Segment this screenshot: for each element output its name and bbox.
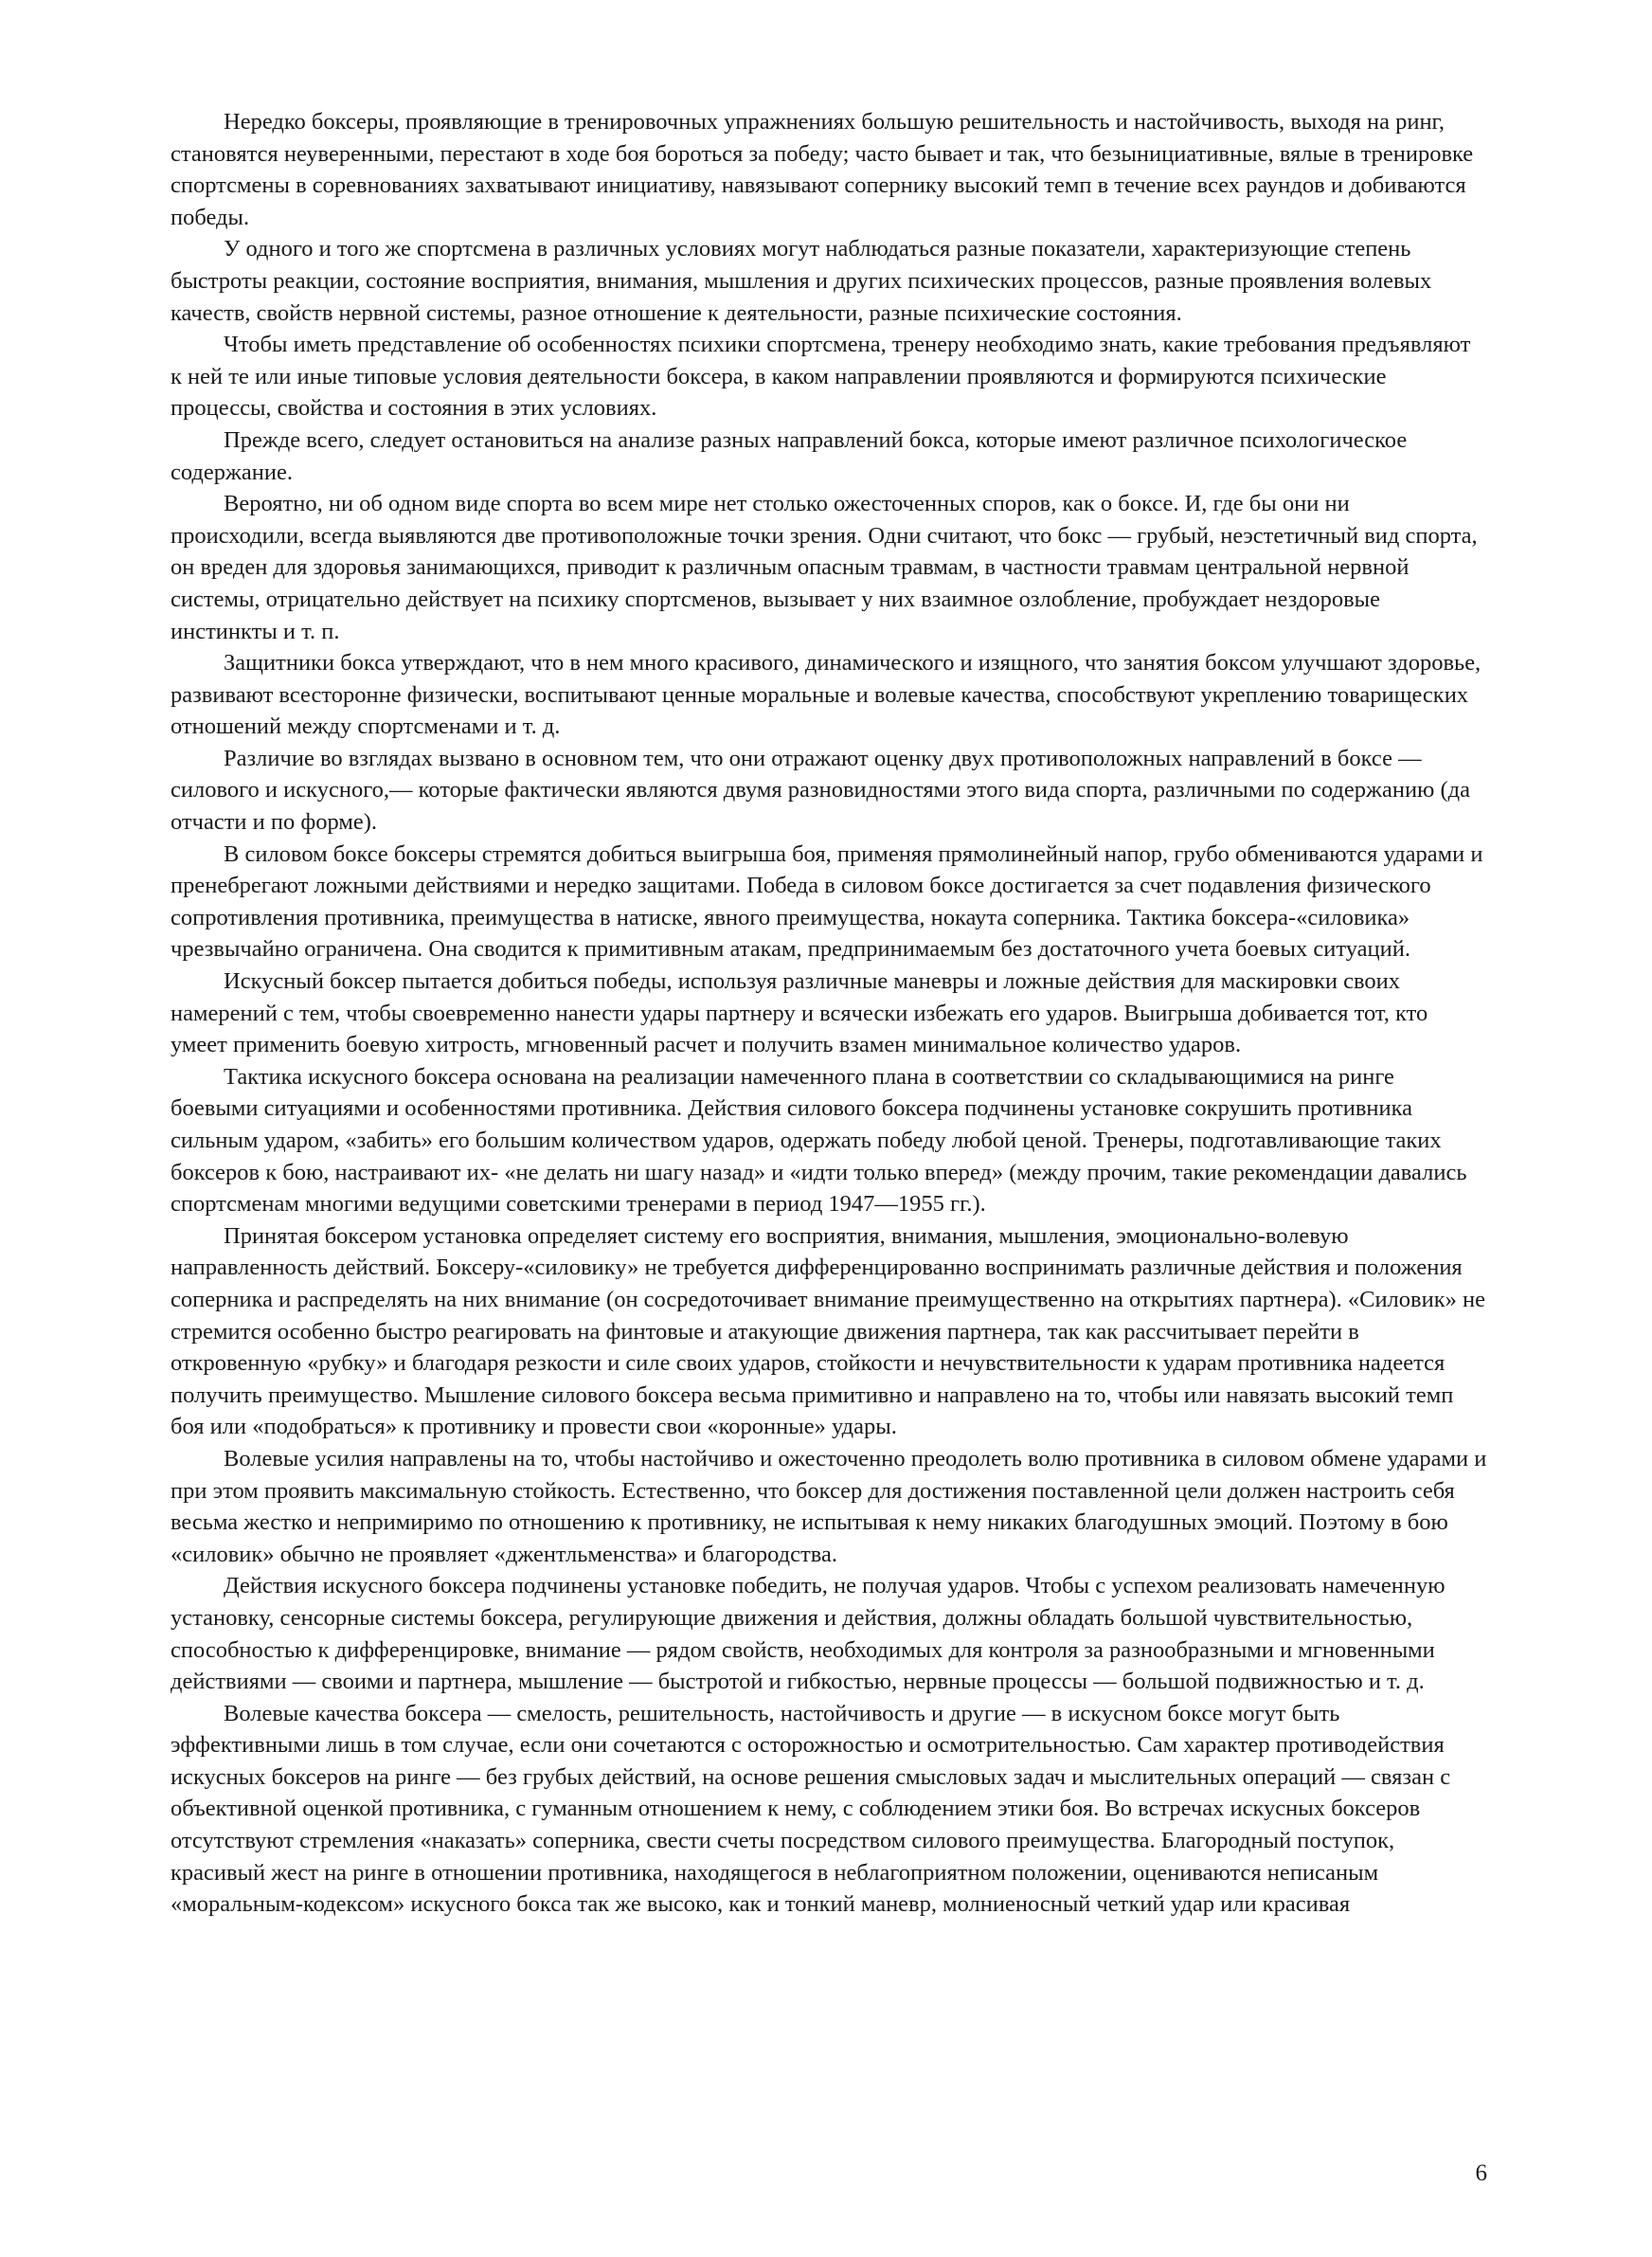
document-body — [171, 106, 1487, 1921]
paragraph: Действия искусного боксера подчинены установке победить, не получая ударов. Чтобы с успехом реализовать намеченную установку, сенсорные системы боксера, регулирующие движения и действия, должны обладать большой чувствительностью, способностью к дифференцировке, внимание — рядом свойств, необходимых для контроля за разнообразными и мгновенными действиями — своими и партнера, мышление — быстротой и гибкостью, нервные процессы — большой подвижностью и т. д. — [171, 1573, 1446, 1695]
paragraph: Волевые качества боксера — смелость, решительность, настойчивость и другие — в искусном боксе могут быть эффективными лишь в том случае, если они сочетаются с осторожностью и осмотрительностью. Сам характер противодействия искусных боксеров на ринге — без грубых действий, на основе решения смысловых задач и мыслительных операций — связан с объективной оценкой противника, с гуманным отношением к нему, с соблюдением этики боя. Во встречах искусных боксеров отсутствуют стремления «наказать» соперника, свести счеты посредством силового преимущества. Благородный поступок, красивый жест на ринге в отношении противника, находящегося в неблагоприятном положении, оцениваются неписаным «моральным-кодексом» искусного бокса так же высоко, как и тонкий маневр, молниеносный четкий удар или красивая — [171, 1700, 1451, 1918]
paragraph: У одного и того же спортсмена в различных условиях могут наблюдаться разные показатели, характеризующие степень быстроты реакции, состояние восприятия, внимания, мышления и других психических процессов, разные проявления волевых качеств, свойств нервной системы, разное отношение к деятельности, разные психические состояния. — [171, 236, 1432, 326]
paragraph: Волевые усилия направлены на то, чтобы настойчиво и ожесточенно преодолеть волю противника в силовом обмене ударами и при этом проявить максимальную стойкость. Естественно, что боксер для достижения поставленной цели должен настроить себя весьма жестко и непримиримо по отношению к противнику, не испытывая к нему никаких благодушных эмоций. Поэтому в бою «силовик» обычно не проявляет «джентльменства» и благородства. — [171, 1445, 1487, 1567]
paragraph: Прежде всего, следует остановиться на анализе разных направлений бокса, которые имеют различное психологическое содержание. — [171, 426, 1408, 485]
paragraph: Тактика искусного боксера основана на реализации намеченного плана в соответствии со складывающимися на ринге боевыми ситуациями и особенностями противника. Действия силового боксера подчинены установке сокрушить противника сильным ударом, «забить» его большим количеством ударов, одержать победу любой ценой. Тренеры, подготавливающие таких боксеров к бою, настраивают их- «не делать ни шагу назад» и «идти только вперед» (между прочим, такие рекомендации давались спортсменам многими ведущими советскими тренерами в период 1947—1955 гг.). — [171, 1063, 1467, 1218]
paragraph: Различие во взглядах вызвано в основном тем, что они отражают оценку двух противоположных направлений в боксе — силового и искусного,— которые фактически являются двумя разновидностями этого вида спорта, различными по содержанию (да отчасти и по форме). — [171, 745, 1470, 836]
page-number: 6 — [1475, 2160, 1487, 2186]
paragraph: Чтобы иметь представление об особенностях психики спортсмена, тренеру необходимо знать, какие требования предъявляют к ней те или иные типовые условия деятельности боксера, в каком направлении проявляются и формируются психические процессы, свойства и состояния в этих условиях. — [171, 332, 1471, 422]
paragraph: Вероятно, ни об одном виде спорта во всем мире нет столько ожесточенных споров, как о боксе. И, где бы они ни происходили, всегда выявляются две противоположные точки зрения. Одни считают, что бокс — грубый, неэстетичный вид спорта, он вреден для здоровья занимающихся, приводит к различным опасным травмам, в частности травмам центральной нервной системы, отрицательно действует на психику спортсменов, вызывает у них взаимное озлобление, пробуждает нездоровые инстинкты и т. п. — [171, 491, 1478, 644]
paragraph: Нередко боксеры, проявляющие в тренировочных упражнениях большую решительность и настойчивость, выходя на ринг, становятся неуверенными, перестают в ходе боя бороться за победу; часто бывает и так, что безынициативные, вялые в тренировке спортсмены в соревнованиях захватывают инициативу, навязывают сопернику высокий темп в течение всех раундов и добиваются победы. — [171, 109, 1474, 230]
paragraph: Защитники бокса утверждают, что в нем много красивого, динамического и изящного, что занятия боксом улучшают здоровье, развивают всесторонне физически, воспитывают ценные моральные и волевые качества, способствуют укреплению товарищеских отношений между спортсменами и т. д. — [171, 650, 1481, 740]
paragraph: Искусный боксер пытается добиться победы, используя различные маневры и ложные действия для маскировки своих намерений с тем, чтобы своевременно нанести удары партнеру и всячески избежать его ударов. Выигрыша добивается тот, кто умеет применить боевую хитрость, мгновенный расчет и получить взамен минимальное количество ударов. — [171, 968, 1428, 1058]
paragraph: В силовом боксе боксеры стремятся добиться выигрыша боя, применяя прямолинейный напор, грубо обмениваются ударами и пренебрегают ложными действиями и нередко защитами. Победа в силовом боксе достигается за счет подавления физического сопротивления противника, преимущества в натиске, явного преимущества, нокаута соперника. Тактика боксера-«силовика» чрезвычайно ограничена. Она сводится к примитивным атакам, предпринимаемым без достаточного учета боевых ситуаций. — [171, 840, 1483, 963]
paragraph: Принятая боксером установка определяет систему его восприятия, внимания, мышления, эмоционально-волевую направленность действий. Боксеру-«силовику» не требуется дифференцированно воспринимать различные действия и положения соперника и распределять на них внимание (он сосредоточивает внимание преимущественно на открытиях партнера). «Силовик» не стремится особенно быстро реагировать на финтовые и атакующие движения партнера, так как рассчитывает перейти в откровенную «рубку» и благодаря резкости и силе своих ударов, стойкости и нечувствительности к ударам противника надеется получить преимущество. Мышление силового боксера весьма примитивно и направлено на то, чтобы или навязать высокий темп боя или «подобраться» к противнику и провести свои «коронные» удары. — [171, 1222, 1485, 1440]
